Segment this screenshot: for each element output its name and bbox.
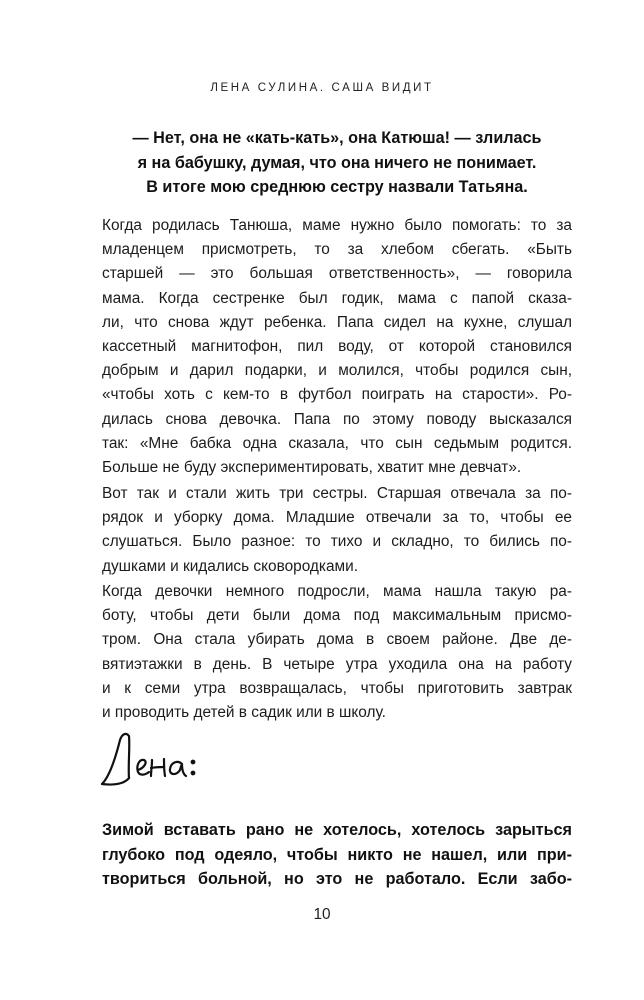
text-line: твориться больной, но это не работало. Если забо- bbox=[102, 870, 572, 888]
text-line: Зимой вставать рано не хотелось, хотелось зарыться bbox=[102, 821, 572, 839]
paragraph-2 bbox=[102, 482, 572, 579]
quote-line: В итоге мою среднюю сестру назвали Татьяна. bbox=[146, 178, 528, 196]
text-line: и к семи утра возвращалась, чтобы приготовить завтрак bbox=[102, 679, 572, 697]
text-line: Больше не буду экспериментировать, хватит мне девчат». bbox=[102, 459, 522, 477]
text-line: добрым и дарил подарки, и молился, чтобы родился сын, bbox=[102, 362, 572, 380]
running-head: ЛЕНА СУЛИНА. САША ВИДИТ bbox=[210, 82, 434, 94]
text-line: слушаться. Было разное: то тихо и складно, то бились по- bbox=[102, 533, 572, 551]
text-line: рядок и уборку дома. Младшие отвечали за то, чтобы ее bbox=[102, 509, 572, 527]
text-line: старшей — это большая ответственность», — говорила bbox=[102, 265, 572, 283]
page-number: 10 bbox=[313, 906, 331, 923]
quote-line: я на бабушку, думая, что она ничего не понимает. bbox=[137, 153, 537, 172]
text-line: и проводить детей в садик или в школу. bbox=[102, 704, 386, 722]
text-line: глубоко под одеяло, чтобы никто не нашел, или при- bbox=[102, 845, 572, 864]
closing-bold-block bbox=[102, 818, 572, 892]
paragraph-1 bbox=[102, 214, 572, 480]
handwritten-signature-lena bbox=[96, 726, 206, 790]
text-line: Когда родилась Танюша, маме нужно было помогать: то за bbox=[102, 217, 572, 234]
text-line: младенцем присмотреть, то за хлебом сбегать. «Быть bbox=[102, 241, 572, 259]
text-line: тром. Она стала убирать дома в своем районе. Две де- bbox=[102, 631, 572, 649]
text-line: боту, чтобы дети были дома под максимальным присмо- bbox=[102, 607, 572, 625]
text-line: вятиэтажки в день. В четыре утра уходила она на работу bbox=[102, 655, 572, 673]
text-line: дилась снова девочка. Папа по этому поводу высказался bbox=[102, 410, 572, 428]
text-line: Вот так и стали жить три сестры. Старшая отвечала за по- bbox=[102, 485, 572, 502]
text-line: мама. Когда сестренке был годик, мама с папой сказа- bbox=[102, 289, 572, 307]
text-line: душками и кидались сковородками. bbox=[102, 557, 358, 575]
text-line: «чтобы хоть с кем-то в футбол поиграть на старости». Ро- bbox=[102, 386, 572, 404]
text-line: кассетный магнитофон, пил воду, от которой становился bbox=[102, 338, 572, 356]
text-line: Когда девочки немного подросли, мама нашла такую ра- bbox=[102, 583, 572, 600]
text-line: так: «Мне бабка одна сказала, что сын седьмым родится. bbox=[102, 434, 572, 452]
quote-block bbox=[102, 126, 572, 200]
quote-line: — Нет, она не «кать-кать», она Катюша! — злилась bbox=[132, 129, 542, 147]
text-line: ли, что снова ждут ребенка. Папа сидел на кухне, слушал bbox=[102, 313, 572, 331]
paragraph-3 bbox=[102, 580, 572, 725]
